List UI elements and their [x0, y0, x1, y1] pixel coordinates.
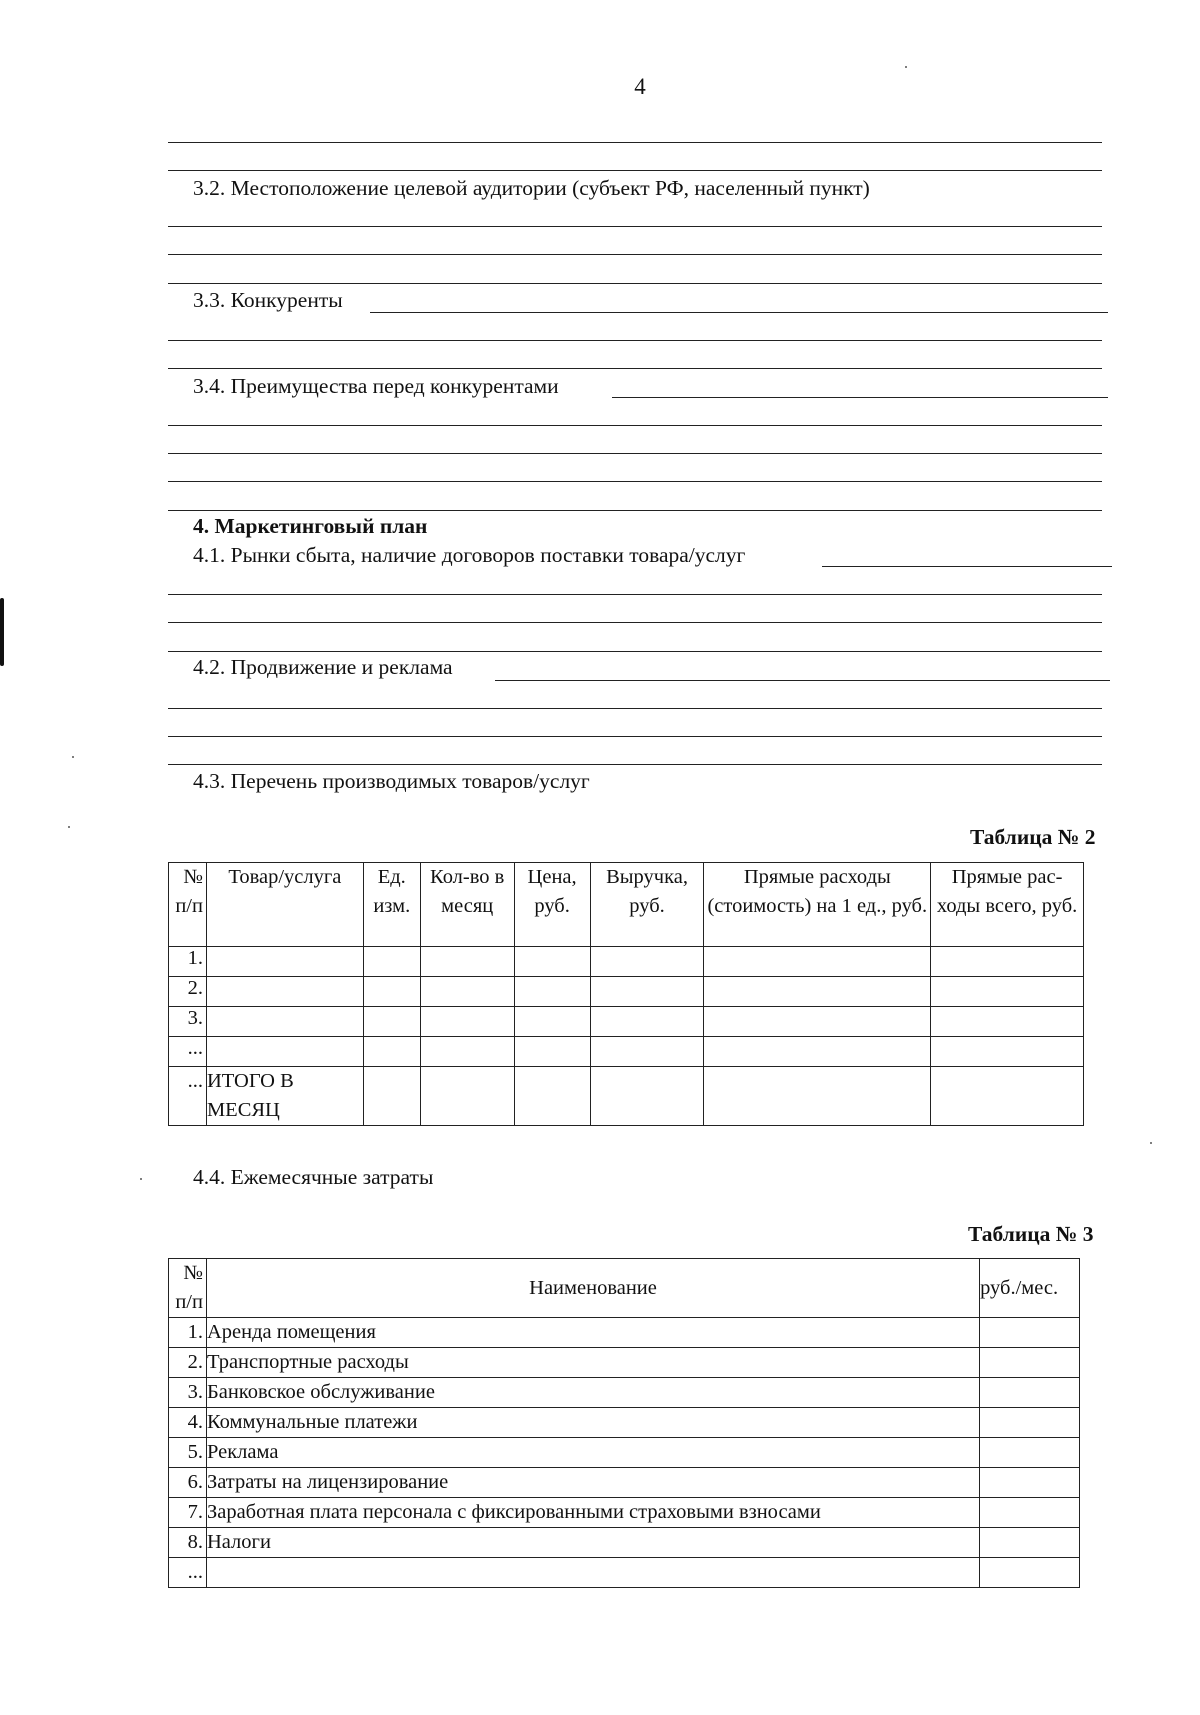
- scan-edge-mark: [0, 598, 4, 666]
- blank-line: [168, 254, 1102, 255]
- row-number: 5.: [169, 1438, 207, 1468]
- blank-line: [495, 680, 1110, 681]
- row-number: 6.: [169, 1468, 207, 1498]
- table-row: [169, 1528, 1080, 1558]
- table-header-row: [169, 1259, 1080, 1318]
- row-number: ...: [169, 1067, 207, 1126]
- cell[interactable]: [590, 977, 704, 1007]
- scan-speck: [905, 66, 907, 68]
- table-3: [168, 1258, 1080, 1588]
- cell[interactable]: [980, 1378, 1080, 1408]
- blank-line: [168, 368, 1102, 369]
- col-rub-month: руб./мес.: [980, 1259, 1080, 1318]
- col-number: № п/п: [169, 1259, 207, 1318]
- section-4-4-label: 4.4. Ежемесячные затраты: [193, 1165, 434, 1189]
- cell[interactable]: [704, 1007, 931, 1037]
- table-row: [169, 947, 1084, 977]
- cell[interactable]: [980, 1318, 1080, 1348]
- cell[interactable]: [363, 977, 420, 1007]
- cell[interactable]: [420, 947, 514, 977]
- cell[interactable]: [980, 1348, 1080, 1378]
- table-row: [169, 1468, 1080, 1498]
- scan-speck: [72, 756, 74, 758]
- cell[interactable]: [980, 1528, 1080, 1558]
- blank-line: [168, 736, 1102, 737]
- row-name: Аренда помещения: [206, 1318, 979, 1348]
- blank-line: [168, 510, 1102, 511]
- row-number: 3.: [169, 1007, 207, 1037]
- cell[interactable]: [931, 1037, 1084, 1067]
- blank-line: [168, 594, 1102, 595]
- row-number: 2.: [169, 1348, 207, 1378]
- cell[interactable]: [514, 1037, 590, 1067]
- scan-speck: [68, 826, 70, 828]
- scan-speck: [1150, 1142, 1152, 1144]
- blank-line: [370, 312, 1108, 313]
- blank-line: [168, 708, 1102, 709]
- blank-line: [168, 453, 1102, 454]
- blank-line: [168, 651, 1102, 652]
- row-number: 3.: [169, 1378, 207, 1408]
- col-direct-cost-total: Прямые рас-ходы всего, руб.: [931, 863, 1084, 947]
- cell[interactable]: [420, 1007, 514, 1037]
- row-number: ...: [169, 1037, 207, 1067]
- total-label: ИТОГО В МЕСЯЦ: [206, 1067, 363, 1126]
- row-name: Транспортные расходы: [206, 1348, 979, 1378]
- table-3-caption: Таблица № 3: [968, 1222, 1094, 1246]
- table-total-row: [169, 1067, 1084, 1126]
- row-name: [206, 1558, 979, 1588]
- col-qty-month: Кол-во в месяц: [420, 863, 514, 947]
- cell[interactable]: [363, 1007, 420, 1037]
- cell[interactable]: [931, 1067, 1084, 1126]
- table-2: [168, 862, 1084, 1126]
- cell[interactable]: [206, 1037, 363, 1067]
- cell[interactable]: [363, 1037, 420, 1067]
- table-header-row: [169, 863, 1084, 947]
- cell[interactable]: [514, 1067, 590, 1126]
- row-number: 4.: [169, 1408, 207, 1438]
- col-product: Товар/услуга: [206, 863, 363, 947]
- col-name: Наименование: [206, 1259, 979, 1318]
- cell[interactable]: [931, 1007, 1084, 1037]
- col-price: Цена, руб.: [514, 863, 590, 947]
- table-row: [169, 1438, 1080, 1468]
- cell[interactable]: [590, 1067, 704, 1126]
- table-row: [169, 1007, 1084, 1037]
- section-4-3-label: 4.3. Перечень производимых товаров/услуг: [193, 769, 590, 793]
- table-row: [169, 1558, 1080, 1588]
- table-row: [169, 1378, 1080, 1408]
- col-revenue: Выручка, руб.: [590, 863, 704, 947]
- cell[interactable]: [590, 1007, 704, 1037]
- row-name: Банковское обслуживание: [206, 1378, 979, 1408]
- blank-line: [168, 170, 1102, 171]
- cell[interactable]: [980, 1438, 1080, 1468]
- table-row: [169, 1037, 1084, 1067]
- col-number: № п/п: [169, 863, 207, 947]
- col-direct-cost-unit: Прямые расходы (стоимость) на 1 ед., руб.: [704, 863, 931, 947]
- cell[interactable]: [931, 977, 1084, 1007]
- cell[interactable]: [206, 947, 363, 977]
- cell[interactable]: [363, 947, 420, 977]
- row-number: 2.: [169, 977, 207, 1007]
- cell[interactable]: [590, 1037, 704, 1067]
- cell[interactable]: [514, 977, 590, 1007]
- col-unit: Ед. изм.: [363, 863, 420, 947]
- cell[interactable]: [206, 977, 363, 1007]
- table-row: [169, 1348, 1080, 1378]
- blank-line: [822, 566, 1112, 567]
- row-number: ...: [169, 1558, 207, 1588]
- cell[interactable]: [704, 947, 931, 977]
- cell[interactable]: [514, 1007, 590, 1037]
- table-row: [169, 1318, 1080, 1348]
- cell[interactable]: [514, 947, 590, 977]
- row-name: Реклама: [206, 1438, 979, 1468]
- table-row: [169, 1408, 1080, 1438]
- section-4-title: 4. Маркетинговый план: [193, 514, 428, 538]
- blank-line: [168, 142, 1102, 143]
- cell[interactable]: [980, 1468, 1080, 1498]
- cell[interactable]: [363, 1067, 420, 1126]
- section-3-4-label: 3.4. Преимущества перед конкурентами: [193, 374, 559, 398]
- cell[interactable]: [931, 947, 1084, 977]
- blank-line: [612, 397, 1108, 398]
- blank-line: [168, 340, 1102, 341]
- row-number: 1.: [169, 1318, 207, 1348]
- row-number: 1.: [169, 947, 207, 977]
- cell[interactable]: [420, 1067, 514, 1126]
- blank-line: [168, 764, 1102, 765]
- row-number: 7.: [169, 1498, 207, 1528]
- section-3-2-label: 3.2. Местоположение целевой аудитории (субъект РФ, населенный пункт): [193, 176, 870, 200]
- page-number: 4: [634, 74, 646, 99]
- cell[interactable]: [980, 1408, 1080, 1438]
- table-row: [169, 1498, 1080, 1528]
- row-name: Налоги: [206, 1528, 979, 1558]
- row-name: Заработная плата персонала с фиксированными страховыми взносами: [206, 1498, 979, 1528]
- cell[interactable]: [704, 1037, 931, 1067]
- blank-line: [168, 425, 1102, 426]
- cell[interactable]: [590, 947, 704, 977]
- table-2-caption: Таблица № 2: [970, 825, 1096, 849]
- section-4-2-label: 4.2. Продвижение и реклама: [193, 655, 453, 679]
- blank-line: [168, 622, 1102, 623]
- cell[interactable]: [420, 1037, 514, 1067]
- section-3-3-label: 3.3. Конкуренты: [193, 288, 343, 312]
- cell[interactable]: [980, 1558, 1080, 1588]
- row-name: Коммунальные платежи: [206, 1408, 979, 1438]
- cell[interactable]: [704, 977, 931, 1007]
- table-row: [169, 977, 1084, 1007]
- row-number: 8.: [169, 1528, 207, 1558]
- row-name: Затраты на лицензирование: [206, 1468, 979, 1498]
- blank-line: [168, 481, 1102, 482]
- cell[interactable]: [206, 1007, 363, 1037]
- cell[interactable]: [420, 977, 514, 1007]
- cell[interactable]: [704, 1067, 931, 1126]
- scan-speck: [140, 1178, 142, 1180]
- blank-line: [168, 283, 1102, 284]
- section-4-1-label: 4.1. Рынки сбыта, наличие договоров поставки товара/услуг: [193, 543, 746, 567]
- blank-line: [168, 226, 1102, 227]
- cell[interactable]: [980, 1498, 1080, 1528]
